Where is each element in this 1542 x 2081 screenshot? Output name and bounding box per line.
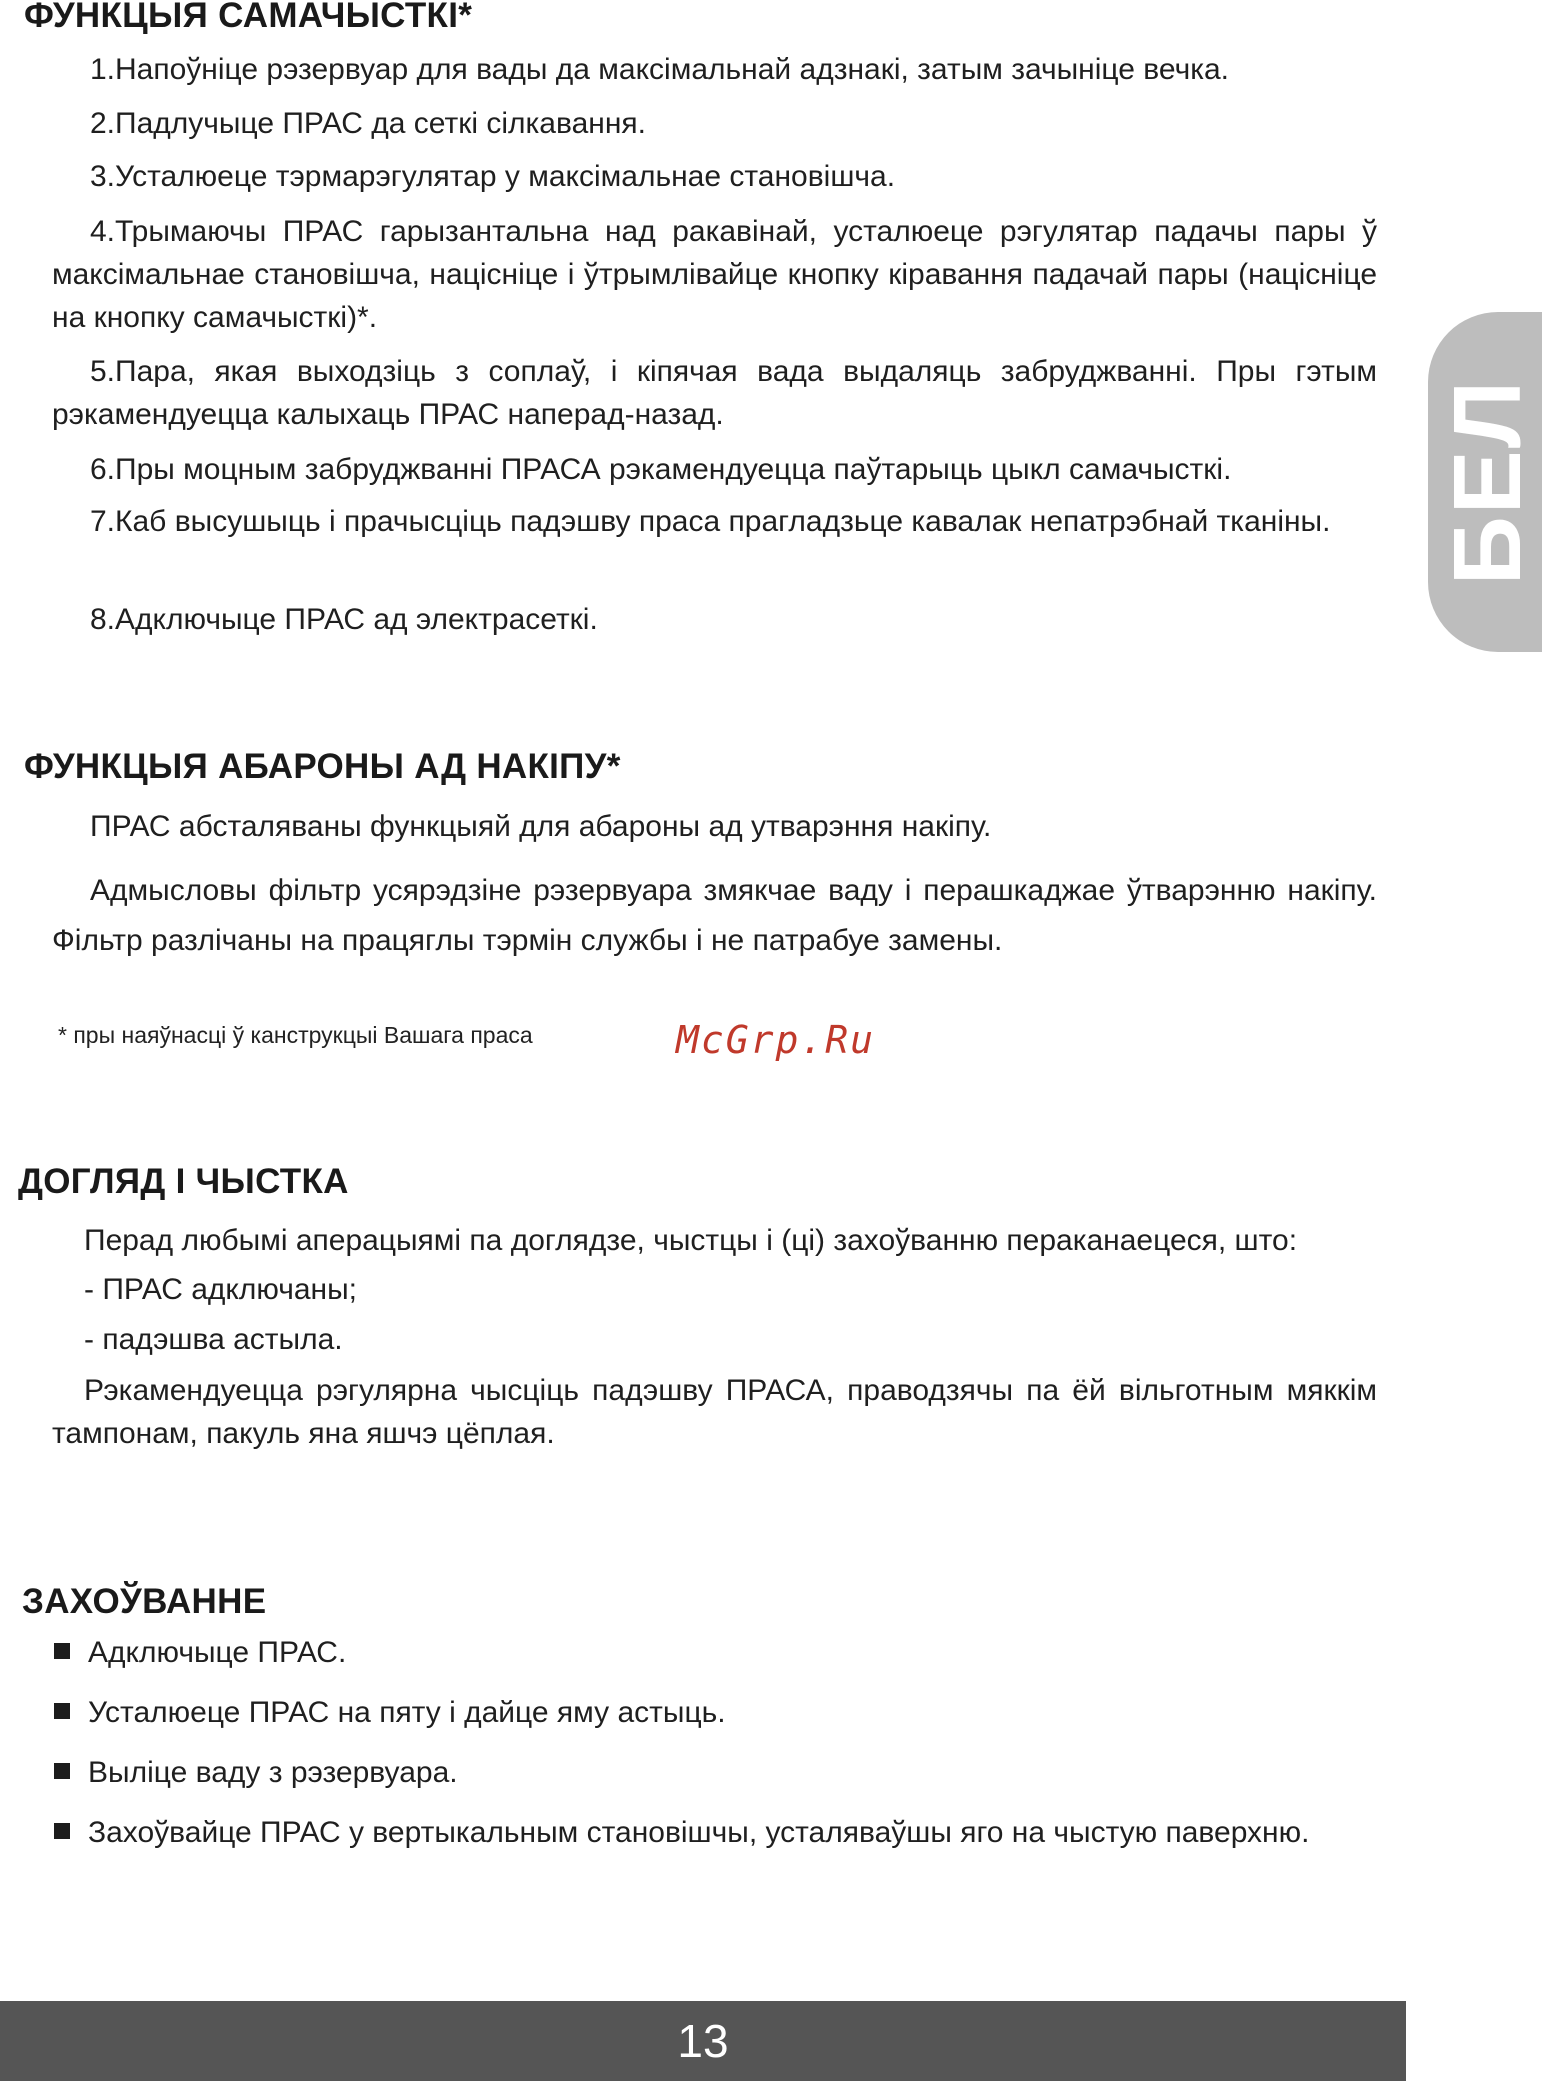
storage-heading: ЗАХОЎВАННЕ: [22, 1582, 267, 1621]
self-clean-step-2: 2.Падлучыце ПРАС да сеткі сілкавання.: [90, 107, 646, 140]
anti-calc-paragraph-1: ПРАС абсталяваны функцыяй для абароны ад утварэння накіпу.: [90, 810, 992, 843]
anti-calc-paragraph-2: Адмысловы фільтр усярэдзіне рэзервуара змякчае ваду і перашкаджае ўтварэнню накіпу. Фільтр разлічаны на працяглы тэрмін службы і не патрабуе замены.: [52, 874, 1377, 957]
watermark: McGrp.Ru: [676, 1018, 876, 1062]
care-heading: ДОГЛЯД І ЧЫСТКА: [18, 1162, 349, 1201]
anti-calc-heading: ФУНКЦЫЯ АБАРОНЫ АД НАКІПУ*: [24, 747, 621, 786]
care-intro: Перад любымі аперацыямі па доглядзе, чыстцы і (ці) захоўванню пераканаецеся, што:: [84, 1224, 1298, 1257]
storage-item-text: Усталюеце ПРАС на пяту і дайце яму астыць.: [88, 1696, 726, 1729]
self-clean-step-8: 8.Адключыце ПРАС ад электрасеткі.: [90, 603, 598, 636]
self-clean-step-5: 5.Пара, якая выходзіць з соплаў, і кіпячая вада выдаляць забруджванні. Пры гэтым рэкамендуецца калыхаць ПРАС наперад-назад.: [52, 355, 1377, 431]
self-clean-step-3: 3.Усталюеце тэрмарэгулятар у максімальнае становішча.: [90, 160, 896, 193]
self-clean-step-7: 7.Каб высушыць і прачысціць падэшву праса прагладзьце кавалак непатрэбнай тканіны.: [90, 505, 1331, 538]
self-clean-heading: ФУНКЦЫЯ САМАЧЫСТКІ*: [24, 0, 473, 35]
bullet-square-icon: [54, 1643, 70, 1659]
language-tab: [1428, 312, 1542, 652]
self-clean-step-6: 6.Пры моцным забруджванні ПРАСА рэкамендуецца паўтарыць цыкл самачысткі.: [90, 453, 1232, 486]
storage-item-text: Выліце ваду з рэзервуара.: [88, 1756, 458, 1789]
footnote: * пры наяўнасці ў канструкцыі Вашага праса: [58, 1022, 533, 1048]
bullet-square-icon: [54, 1703, 70, 1719]
self-clean-step-4: 4.Трымаючы ПРАС гарызантальна над ракавінай, усталюеце рэгулятар падачы пары ў максімальнае становішча, націсніце і ўтрымлівайце кнопку кіравання падачай пары (націсніце на кнопку самачысткі)*.: [52, 215, 1377, 334]
language-tab-label: БЕЛ: [1434, 378, 1541, 586]
page-number: 13: [677, 2015, 729, 2067]
self-clean-step-1: 1.Напоўніце рэзервуар для вады да максімальнай адзнакі, затым зачыніце вечка.: [90, 53, 1230, 86]
care-condition-1: - ПРАС адключаны;: [84, 1273, 358, 1306]
bullet-square-icon: [54, 1763, 70, 1779]
storage-item-text: Адключыце ПРАС.: [88, 1636, 347, 1669]
footer-bar: [0, 2001, 1406, 2081]
care-recommendation: Рэкамендуецца рэгулярна чысціць падэшву ПРАСА, праводзячы па ёй вільготным мяккім тампонам, пакуль яна яшчэ цёплая.: [52, 1374, 1377, 1450]
care-condition-2: - падэшва астыла.: [84, 1323, 343, 1356]
bullet-square-icon: [54, 1823, 70, 1839]
storage-item-text: Захоўвайце ПРАС у вертыкальным становішчы, усталяваўшы яго на чыстую паверхню.: [88, 1816, 1310, 1849]
